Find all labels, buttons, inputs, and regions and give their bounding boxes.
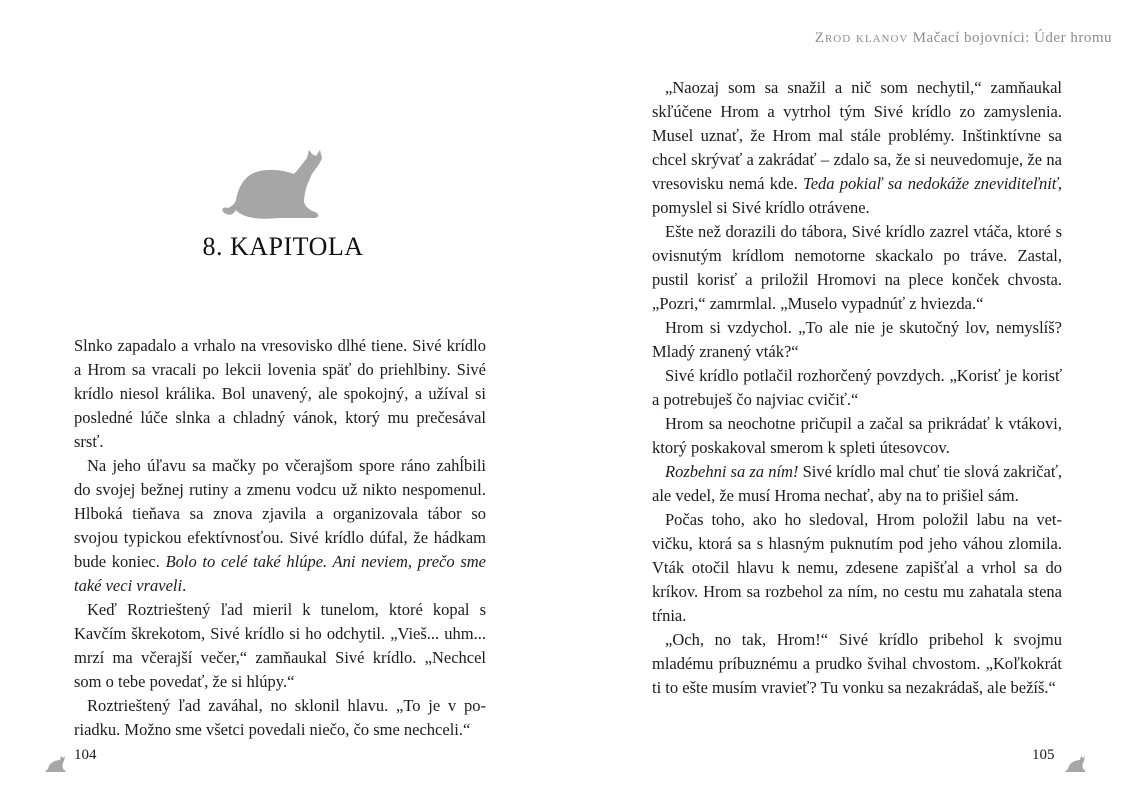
cat-silhouette-icon bbox=[218, 148, 333, 223]
text-run: Hrom si vzdychol. „To ale nie je skutočný lov, nemyslíš? Mladý zranený vták?“ bbox=[652, 318, 1062, 361]
text-run: Ešte než dorazili do tábora, Sivé krídlo zazrel vtáča, ktoré s ovisnutým krídlom nemotorne skackalo po tráve. Zastal, pustil korisť a priložil Hromovi na plece konček chvosta. „Pozri,“ zamrmlal. „Muselo vypadnúť z hviezda.“ bbox=[652, 222, 1062, 313]
text-run: . bbox=[182, 576, 187, 595]
series-name: Zrod klanov bbox=[814, 30, 909, 46]
right-body-text bbox=[652, 76, 1062, 700]
text-run: Počas toho, ako ho sledoval, Hrom položil labu na vetvičku, ktorá sa s hlasným puknutím pod jeho váhou zlomila. Vták otočil hlavu k nemu, zdesene zapišťal a vrhol sa do kríkov. Hrom sa rozbehol za ním, no cestu mu zahatala stena tŕnia. bbox=[652, 510, 1062, 625]
paragraph bbox=[652, 508, 1062, 628]
cat-footer-icon bbox=[44, 754, 70, 774]
paragraph bbox=[652, 412, 1062, 460]
italic-text: Rozbehni sa za ním! bbox=[665, 462, 799, 481]
text-run: , pomyslel si Sivé krídlo otrávene. bbox=[652, 174, 1062, 217]
text-run: Sivé krídlo potlačil rozhorčený povzdych. „Korisť je korisť a potrebuješ čo najviac cvičiť.“ bbox=[652, 366, 1062, 409]
text-run: Roztrieštený ľad zaváhal, no sklonil hlavu. „To je v poriadku. Možno sme všetci povedali niečo, čo sme nechceli.“ bbox=[74, 696, 486, 739]
paragraph bbox=[652, 220, 1062, 316]
paragraph bbox=[652, 460, 1062, 508]
italic-text: Teda pokiaľ sa nedokáže zneviditeľniť bbox=[803, 174, 1058, 193]
paragraph bbox=[652, 76, 1062, 220]
paragraph bbox=[74, 694, 486, 742]
paragraph bbox=[74, 454, 486, 598]
text-run: Slnko zapadalo a vrhalo na vresovisko dlhé tiene. Sivé krídlo a Hrom sa vracali po lekcii lovenia späť do priehlbiny. Sivé krídlo niesol králika. Bol unavený, ale spokojný, a užíval si posledné lúče slnka a chladný vánok, ktorý mu prečesával srsť. bbox=[74, 336, 486, 451]
text-run: Keď Roztrieštený ľad mieril k tunelom, ktoré kopal s Kavčím škrekotom, Sivé krídlo si ho odchytil. „Vieš... uhm... mrzí ma včerajší večer,“ zamňaukal Sivé krídlo. „Nechcel som o tebe povedať, že si hlúpy.“ bbox=[74, 600, 486, 691]
book-title: Mačací bojovníci: Úder hromu bbox=[912, 30, 1112, 46]
text-run: Sivé krídlo mal chuť tie slová zakričať, ale vedel, že musí Hroma nechať, aby na to prišiel sám. bbox=[652, 462, 1062, 505]
paragraph bbox=[652, 364, 1062, 412]
paragraph bbox=[74, 598, 486, 694]
running-head bbox=[676, 30, 1112, 47]
paragraph bbox=[652, 316, 1062, 364]
right-page bbox=[566, 0, 1132, 800]
left-body-text bbox=[74, 334, 486, 742]
text-run: Hrom sa neochotne pričupil a začal sa prikrádať k vtákovi, ktorý poskakoval smerom k spleti útesovcov. bbox=[652, 414, 1062, 457]
paragraph bbox=[652, 628, 1062, 700]
cat-footer-icon bbox=[1064, 754, 1090, 774]
text-run: „Naozaj som sa snažil a nič som nechytil,“ zamňaukal skľúčene Hrom a vytrhol tým Sivé krídlo zo zamyslenia. Musel uznať, že Hrom mal stále problémy. Inštinktívne sa chcel skrývať a zakrádať – zdalo sa, že si neuvedomuje, že na vresovisku nemá kde. bbox=[652, 78, 1062, 193]
paragraph bbox=[74, 334, 486, 454]
text-run: Na jeho úľavu sa mačky po včerajšom spore ráno zahĺbili do svojej bežnej rutiny a zmenu vodcu už nikto nespomenul. Hlboká tieňava sa znova zjavila a organizovala tábor so svojou typickou efektívnosťou. Sivé krídlo dúfal, že hádkam bude koniec. bbox=[74, 456, 486, 571]
chapter-title: 8. KAPITOLA bbox=[202, 232, 364, 261]
page-number: 104 bbox=[74, 747, 97, 763]
italic-text: Bolo to celé také hlúpe. Ani neviem, prečo sme také veci vraveli bbox=[74, 552, 486, 595]
text-run: „Och, no tak, Hrom!“ Sivé krídlo pribehol k svojmu mladému príbuznému a prudko švihal chvostom. „Koľkokrát ti to ešte musím vravieť? Tu vonku sa nezakrádaš, ale bežíš.“ bbox=[652, 630, 1062, 697]
page-number: 105 bbox=[1032, 747, 1055, 763]
